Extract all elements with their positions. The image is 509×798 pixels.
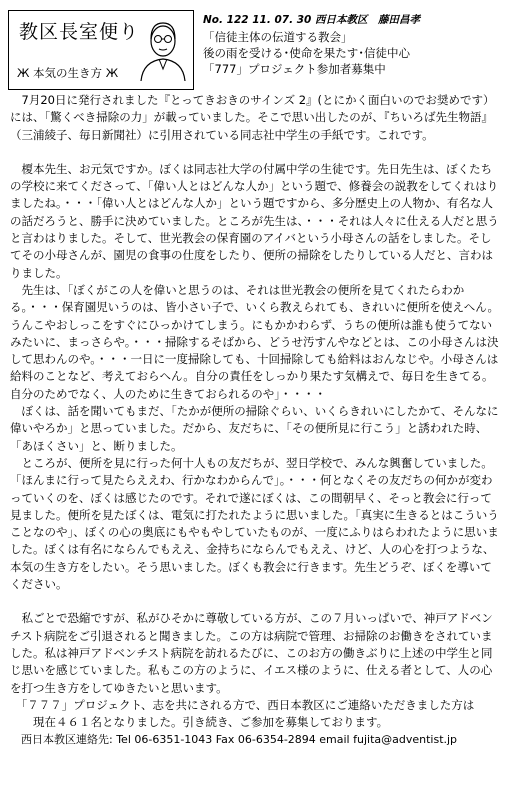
slogan-item: 「信徒主体の伝道する教会」 <box>203 30 353 44</box>
letter-paragraph: ぼくは、話を聞いてもまだ、「たかが便所の掃除ぐらい、いくらきれいにしたかて、そんなに偉いやろか」と思っていました。だから、友だちに、「その便所見に行こう」と誘われた時、「あほくさい」と、断りました。 <box>10 404 499 453</box>
letter-paragraph: ところが、便所を見に行った何十人もの友だちが、翌日学校で、みんな興奮していました。「ほんまに行って見たらええわ、行かなわからんで」。・・・何となくその友だちの何かが変わっていくのを、ぼくは感じたのです。それで遂にぼくは、この間朝早く、そっと教会に行って見ました。便所を見たぼくは、電気に打たれたように思いました。「真実に生きるとはこういうことなのや」、ぼくの心の奥底にもやもやしていたものが、一度にふりはらわれたように思いました。ぼくは有名にならんでもええ、金持ちにならんでもええ、けど、人の心を打つような、本気の生き方をしたい。そう思いました。ぼくも教会に行きます。先生どうぞ、ぼくを導いてください。 <box>10 455 499 592</box>
newsletter-subtitle: Ж 本気の生き方 Ж <box>17 66 119 80</box>
intro-paragraph: 7月20日に発行されました『とってきおきのサインズ 2』(とにかく面白いのでお奨めです）には、「驚くべき掃除の力」が載っていました。そこで思い出したのが、『ちいろば先生物語』（三浦綾子、毎日新聞社）に引用されている同志社中学生の手紙です。これです。 <box>10 93 495 142</box>
slogan-item: 後の雨を受ける･使命を果たす･信徒中心 <box>203 46 410 60</box>
slogan-item: 「777」プロジェクト参加者募集中 <box>203 62 386 76</box>
letter-paragraph: 榎本先生、お元気ですか。ぼくは同志社大学の付属中学の生徒です。先日先生は、ぼくたちの学校に来てくださって、「偉い人とはどんな人か」という題で、修養会の説教をしてくれはりましたね。・・・「偉い人とはどんな人か」という題ですから、多分歴史上の人物か、有名な人の話だろうと、勝手に決めていました。ところが先生は、・・・それは人々に仕える人だと思うと言わはりました。そして、世光教会の保育園のアイバという小母さんの話をしました。そしてその小母さんが、園児の食事の仕度をしたり、便所の掃除をしたりしている人だと、言わはりました。 <box>10 161 499 280</box>
closing-paragraph: 私ごとで恐縮ですが、私がひそかに尊敬している方が、この７月いっぱいで、神戸アドベンチスト病院をご引退されると聞きました。この方は病院で管理、お掃除のお働きをされていました。私は神戸アドベンチスト病院を訪れるたびに、このお方の働きぶりに上述の中学生と同じ思いを感じていました。私もこの方のように、イエス様のように、仕える者として、人の心を打つ生き方をしてゆきたいと思います。 <box>10 611 493 695</box>
author-portrait-icon <box>137 17 189 83</box>
header-meta <box>203 12 503 77</box>
newsletter-title: 教区長室便り <box>19 21 140 43</box>
project-paragraph: 現在４６１名となりました。引き続き、ご参加を募集しております。 <box>10 715 389 730</box>
title-box <box>8 10 194 90</box>
contact-info: 西日本教区連絡先: Tel 06-6351-1043 Fax 06-6354-2894 email fujita@adventist.jp <box>10 733 458 747</box>
letter-paragraph: 先生は、「ぼくがこの人を偉いと思うのは、それは世光教会の便所を見てくれたらわかる。・・・保育園児いうのは、皆小さい子で、いくら教えられても、きれいに便所を使えへん。うんこやおしっこをすぐにひっかけてしまう。にもかかわらず、うちの便所は誰も使うてないみたいに、まっさらや。・・・掃除するそばから、どうせ汚すんやなどとは、この小母さんは決して思わんのや。・・・一日に一度掃除しても、十回掃除しても給料はおんなじや。小母さんは給料のことなど、考えておらへん。自分の責任をしっかり果たす気構えで、毎日を生きてる。自分のためでなく、人のために生きておられるのや」・・・・ <box>10 282 499 401</box>
slogan-list <box>203 29 503 77</box>
project-paragraph: 「７７７」プロジェクト、志を共にされる方で、西日本教区にご連絡いただきました方は <box>10 697 475 712</box>
article-body <box>10 92 502 749</box>
issue-info: No. 122 11. 07. 30 西日本教区 藤田昌孝 <box>203 14 420 26</box>
